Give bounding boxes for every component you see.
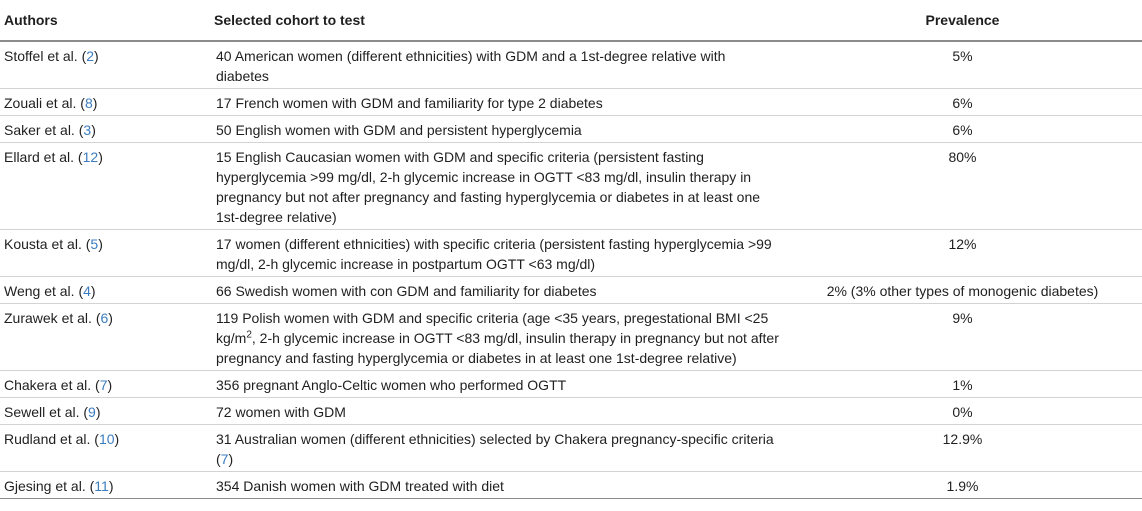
cohort-text: , 2-h glycemic increase in OGTT <83 mg/dl, insulin therapy in pregnancy but not after pregnancy and fasting hyperglycemia or diabetes in at least one 1st-degree relative) (216, 330, 779, 366)
author-name: Ellard et al. (4, 149, 75, 165)
table-row (0, 277, 1142, 304)
superscript: 2 (246, 329, 252, 341)
cohort-text: ) (228, 451, 234, 467)
prevalence-cell: 6% (783, 116, 1142, 143)
author-name: Stoffel et al. (4, 48, 78, 64)
cohort-cell (210, 304, 783, 371)
prevalence-cell: 1.9% (783, 472, 1142, 499)
header-cohort: Selected cohort to test (210, 0, 783, 41)
table-row (0, 41, 1142, 89)
author-cell: Sewell et al. (9) (0, 398, 210, 425)
cohort-cell: 15 English Caucasian women with GDM and specific criteria (persistent fasting hyperglycemia >99 mg/dl, 2-h glycemic increase in OGTT <83 mg/dl, insulin therapy in pregnancy but not after pregnancy and fasting hyperglycemia or diabetes in at least one 1st-degree relative) (210, 143, 783, 230)
cohort-cell: 50 English women with GDM and persistent hyperglycemia (210, 116, 783, 143)
table-row (0, 143, 1142, 230)
author-cell: Zouali et al. (8) (0, 89, 210, 116)
author-cell: Ellard et al. (12) (0, 143, 210, 230)
reference-link[interactable]: 2 (86, 48, 95, 64)
prevalence-cell: 9% (783, 304, 1142, 371)
cohort-text: 119 Polish women with GDM and specific criteria (age <35 years, pregestational BMI <25 kg/m (216, 310, 769, 346)
cohort-cell: 66 Swedish women with con GDM and familiarity for diabetes (210, 277, 783, 304)
reference-link[interactable]: 7 (220, 451, 229, 467)
prevalence-cell: 12.9% (783, 425, 1142, 472)
author-cell: Kousta et al. (5) (0, 230, 210, 277)
cohort-cell: 17 women (different ethnicities) with specific criteria (persistent fasting hyperglycemia >99 mg/dl, 2-h glycemic increase in postpartum OGTT <63 mg/dl) (210, 230, 783, 277)
author-cell: Chakera et al. (7) (0, 371, 210, 398)
table-row (0, 398, 1142, 425)
author-name: Rudland et al. (4, 431, 91, 447)
reference-link[interactable]: 5 (90, 236, 99, 252)
header-authors: Authors (0, 0, 210, 41)
prevalence-cell: 1% (783, 371, 1142, 398)
cohort-text: 31 Australian women (different ethnicities) selected by Chakera pregnancy-specific criteria ( (216, 431, 774, 467)
author-cell: Zurawek et al. (6) (0, 304, 210, 371)
author-cell: Rudland et al. (10) (0, 425, 210, 472)
prevalence-cell: 80% (783, 143, 1142, 230)
prevalence-cell: 12% (783, 230, 1142, 277)
prevalence-cell: 2% (3% other types of monogenic diabetes) (783, 277, 1142, 304)
table-row (0, 89, 1142, 116)
author-cell: Weng et al. (4) (0, 277, 210, 304)
table-row (0, 425, 1142, 472)
author-cell: Stoffel et al. (2) (0, 41, 210, 89)
reference-link[interactable]: 6 (100, 310, 109, 326)
reference-link[interactable]: 11 (94, 478, 109, 494)
table-row (0, 230, 1142, 277)
prevalence-cell: 0% (783, 398, 1142, 425)
reference-link[interactable]: 8 (84, 95, 93, 111)
reference-link[interactable]: 3 (83, 122, 92, 138)
table-row (0, 304, 1142, 371)
author-name: Saker et al. (4, 122, 75, 138)
author-name: Chakera et al. (4, 377, 92, 393)
reference-link[interactable]: 7 (99, 377, 108, 393)
cohort-cell: 40 American women (different ethnicities) with GDM and a 1st-degree relative with diabetes (210, 41, 783, 89)
reference-link[interactable]: 12 (82, 149, 99, 165)
author-cell: Gjesing et al. (11) (0, 472, 210, 499)
cohort-cell: 17 French women with GDM and familiarity for type 2 diabetes (210, 89, 783, 116)
reference-link[interactable]: 4 (83, 283, 91, 299)
table-row (0, 371, 1142, 398)
table-row (0, 472, 1142, 499)
prevalence-cell: 6% (783, 89, 1142, 116)
author-name: Kousta et al. (4, 236, 82, 252)
cohort-cell (210, 425, 783, 472)
author-name: Weng et al. (4, 283, 75, 299)
author-cell: Saker et al. (3) (0, 116, 210, 143)
header-row (0, 0, 1142, 41)
table-row (0, 116, 1142, 143)
cohort-cell: 72 women with GDM (210, 398, 783, 425)
author-name: Sewell et al. (4, 404, 80, 420)
cohort-cell: 354 Danish women with GDM treated with diet (210, 472, 783, 499)
author-name: Gjesing et al. (4, 478, 86, 494)
author-name: Zurawek et al. (4, 310, 92, 326)
prevalence-cell: 5% (783, 41, 1142, 89)
reference-link[interactable]: 9 (88, 404, 96, 420)
author-name: Zouali et al. (4, 95, 77, 111)
cohort-cell: 356 pregnant Anglo-Celtic women who performed OGTT (210, 371, 783, 398)
reference-link[interactable]: 10 (98, 431, 115, 447)
header-prevalence: Prevalence (783, 0, 1142, 41)
